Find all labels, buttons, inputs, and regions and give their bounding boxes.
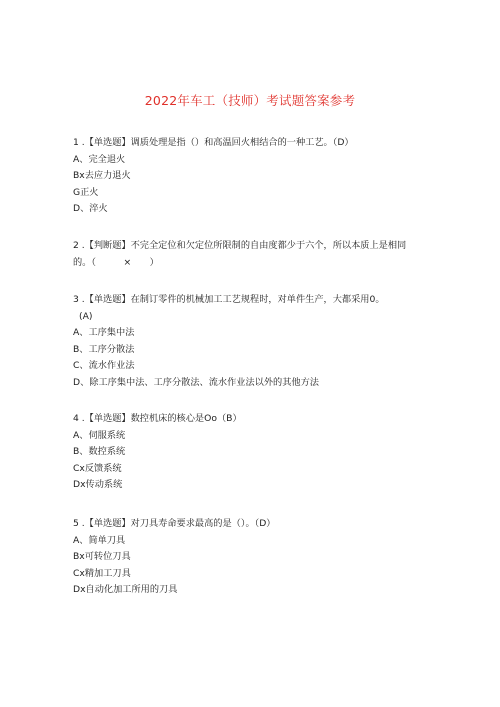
option-a: A、工序集中法 bbox=[73, 327, 135, 338]
option-d: Dx自动化加工所用的刀具 bbox=[73, 584, 178, 595]
document-title: 2022年车工（技师）考试题答案参考 bbox=[144, 93, 356, 108]
option-b: B、工序分散法 bbox=[73, 343, 135, 355]
question-4 bbox=[73, 411, 423, 494]
question-stem-line-1: 2 .【判断题】不完全定位和欠定位所限制的自由度都少于六个，所以本质上是相同 bbox=[73, 240, 407, 251]
question-1 bbox=[73, 135, 423, 218]
question-stem: 4 .【单选题】数控机床的核心是Oo（B） bbox=[73, 413, 242, 424]
option-a: A、伺服系统 bbox=[73, 429, 126, 441]
question-stem: 3 .【单选题】在制订零件的机械加工工艺规程时，对单件生产，大都采用0。 bbox=[73, 294, 385, 305]
option-c: Cx精加工刀具 bbox=[73, 567, 131, 579]
option-d: D、除工序集中法、工序分散法、流水作业法以外的其他方法 bbox=[73, 376, 319, 388]
question-answer: (A) bbox=[79, 310, 93, 322]
question-2 bbox=[73, 238, 423, 271]
question-5 bbox=[73, 516, 423, 599]
option-d: D、淬火 bbox=[73, 203, 108, 214]
option-b: Bx去应力退火 bbox=[73, 170, 131, 181]
question-stem-line-2: 的。（ × ） bbox=[73, 256, 159, 268]
option-a: A、完全退火 bbox=[73, 153, 126, 165]
option-b: Bx可转位刀具 bbox=[73, 551, 131, 562]
option-d: Dx传动系统 bbox=[73, 479, 123, 490]
question-stem: 5 .【单选题】对刀具寿命要求最高的是（）。（D） bbox=[73, 518, 276, 529]
question-3 bbox=[73, 292, 423, 391]
option-c: Cx反馈系统 bbox=[73, 462, 122, 474]
option-b: B、数控系统 bbox=[73, 446, 126, 457]
question-stem: 1 .【单选题】调质处理是指（）和高温回火相结合的一种工艺。（D） bbox=[73, 137, 354, 148]
option-c: G正火 bbox=[73, 186, 99, 198]
option-c: C、流水作业法 bbox=[73, 360, 135, 371]
option-a: A、简单刀具 bbox=[73, 534, 126, 546]
